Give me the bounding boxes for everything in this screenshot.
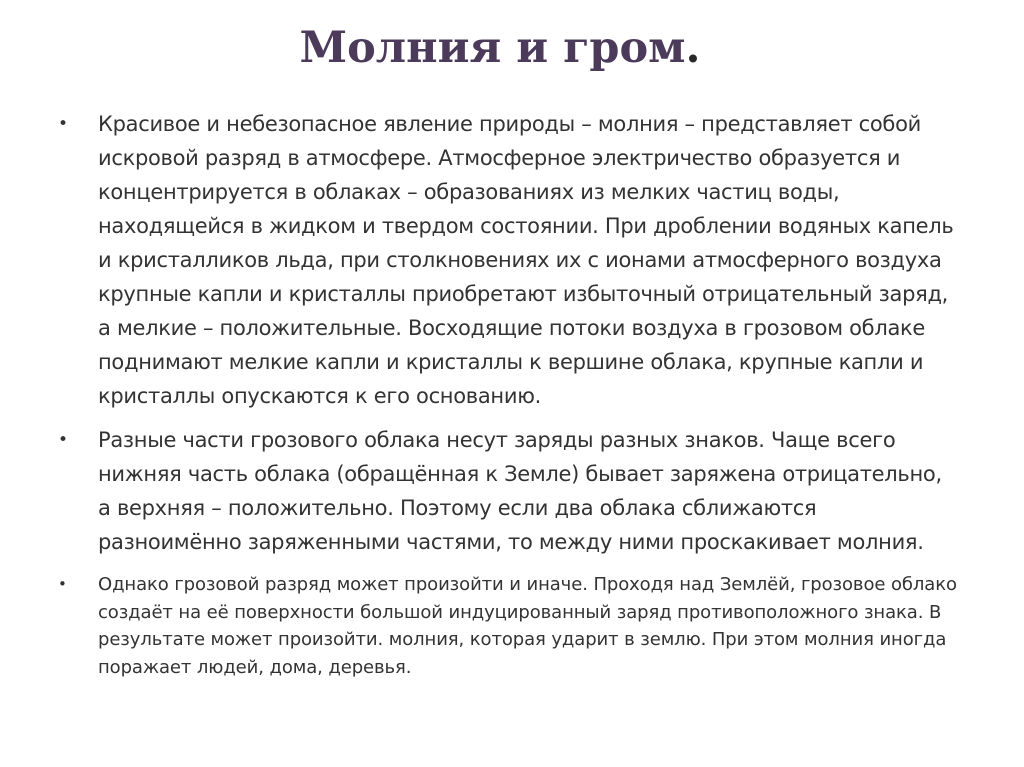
bullet-item-3 bbox=[58, 571, 958, 681]
bullet-marker: • bbox=[58, 430, 69, 450]
bullet-item-2 bbox=[58, 423, 958, 559]
bullet-item-1 bbox=[58, 107, 958, 413]
bullet-marker: • bbox=[58, 114, 69, 134]
bullet-text-2: Разные части грозового облака несут заряды разных знаков. Чаще всего нижняя часть облака (обращённая к Земле) бывает заряжена отрицательно, а верхняя – положительно. Поэтому если два облака сближаются разноимённо заряженными частями, то между ними проскакивает молния. bbox=[98, 428, 942, 554]
bullet-list bbox=[58, 107, 958, 681]
slide-title-punct: . bbox=[685, 23, 701, 73]
slide-title bbox=[0, 18, 1000, 78]
slide-title-text: Молния и гром bbox=[299, 23, 686, 73]
bullet-text-1: Красивое и небезопасное явление природы – молния – представляет собой искровой разряд в атмосфере. Атмосферное электричество образуется и концентрируется в облаках – образованиях из мелких частиц воды, находящейся в жидком и твердом состоянии. При дроблении водяных капель и кристалликов льда, при столкновениях их с ионами атмосферного воздуха крупные капли и кристаллы приобретают избыточный отрицательный заряд, а мелкие – положительные. Восходящие потоки воздуха в грозовом облаке поднимают мелкие капли и кристаллы к вершине облака, крупные капли и кристаллы опускаются к его основанию. bbox=[98, 112, 954, 408]
bullet-text-3: Однако грозовой разряд может произойти и иначе. Проходя над Землёй, грозовое облако создаёт на её поверхности большой индуцированный заряд противоположного знака. В результате может произойти. молния, которая ударит в землю. При этом молния иногда поражает людей, дома, деревья. bbox=[98, 574, 957, 678]
bullet-marker: • bbox=[58, 575, 67, 593]
